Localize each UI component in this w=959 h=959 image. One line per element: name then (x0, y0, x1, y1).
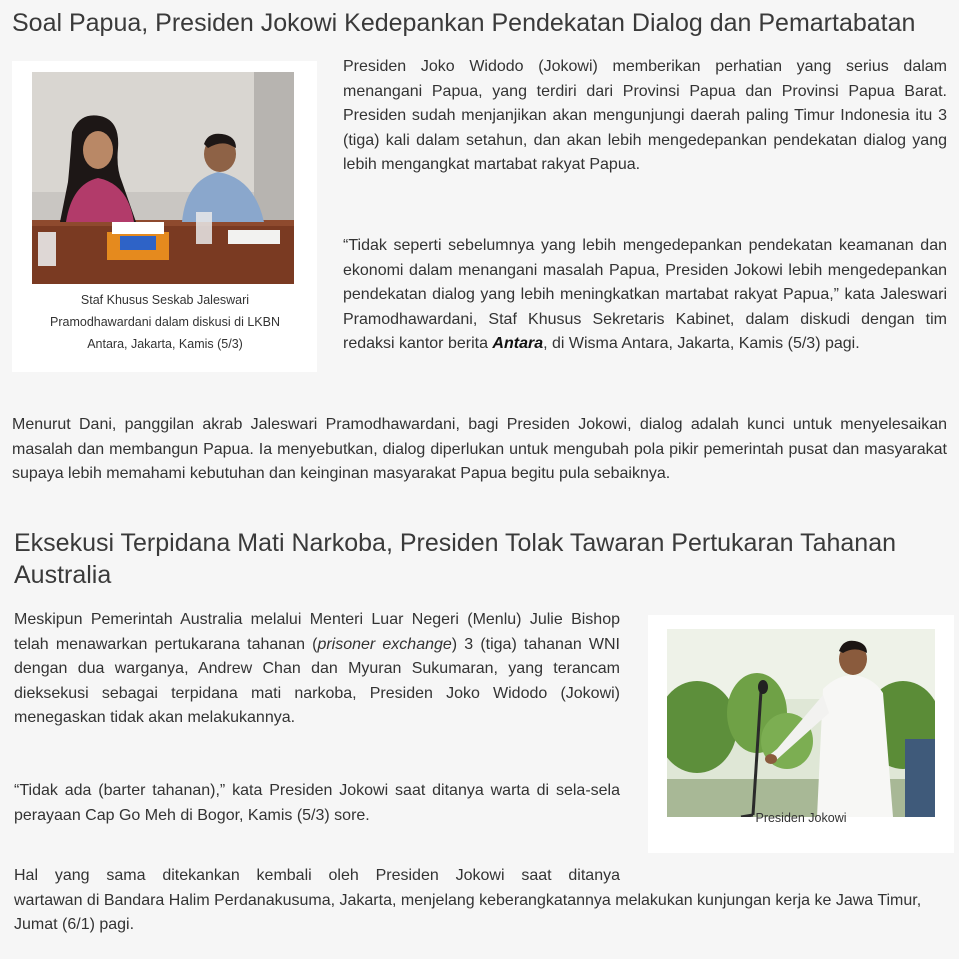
article-2-paragraph-3 (14, 864, 956, 938)
source-antara-link[interactable]: Antara (492, 335, 544, 353)
article-2-caption: Presiden Jokowi (755, 811, 847, 825)
article-1-paragraph-1: Presiden Joko Widodo (Jokowi) memberikan perhatian yang serius dalam menangani Papua, yang terdiri dari Provinsi Papua dan Provinsi Papua Barat. Presiden sudah menjanjikan akan mengunjungi daerah paling Timur Indonesia itu 3 (tiga) kali dalam setahun, dan akan lebih mengedepankan pendekatan dialog yang lebih mengangkat martabat rakyat Papua. (343, 58, 947, 174)
article-1-figure (12, 61, 317, 372)
article-2-paragraph-3-rest: wartawan di Bandara Halim Perdanakusuma, Jakarta, menjelang keberangkatannya melakukan kunjungan kerja ke Jawa Timur, Jumat (6/1) pagi. (14, 891, 922, 934)
article-2-paragraph-1 (14, 608, 620, 731)
article-1-paragraph-2-text-a: “Tidak seperti sebelumnya yang lebih mengedepankan pendekatan keamanan dan ekonomi dalam menangani masalah Papua, Presiden Jokowi lebih mengedepankan pendekatan dialog yang lebih meningkatkan martabat rakyat Papua,” kata Jaleswari Pramodhawardani, Staf Khusus Sekretaris Kabinet, dalam diskudi dengan tim redaksi kantor berita (343, 237, 947, 353)
article-2-paragraph-1-text-a: Meskipun Pemerintah Australia melalui Menteri Luar Negeri (Menlu) Julie Bishop telah menawarkan pertukarana tahanan ( (14, 611, 620, 653)
article-2-title: Eksekusi Terpidana Mati Narkoba, Presiden Tolak Tawaran Pertukaran Tahanan Australia (14, 529, 897, 589)
article-1-caption: Staf Khusus Seskab Jaleswari Pramodhawardani dalam diskusi di LKBN Antara, Jakarta, Kamis (5/3) (50, 293, 280, 351)
article-1-paragraph-2-text-b: , di Wisma Antara, Jakarta, Kamis (5/3) pagi. (543, 335, 860, 353)
article-1-paragraph-3: Menurut Dani, panggilan akrab Jaleswari Pramodhawardani, bagi Presiden Jokowi, dialog adalah kunci untuk menyelesaikan masalah dan membangun Papua. Ia menyebutkan, dialog diperlukan untuk mengubah pola pikir pemerintah pusat dan masyarakat supaya lebih memahami kebutuhan dan keinginan masyarakat Papua begitu pula sebaiknya. (12, 416, 947, 483)
article-2-figure (648, 615, 954, 853)
article-1-paragraph-2 (343, 234, 947, 357)
article-2-paragraph-3-line-1: Hal yang sama ditekankan kembali oleh Presiden Jokowi saat ditanya (14, 867, 620, 884)
article-2-paragraph-1-text-b: ) 3 (tiga) tahanan WNI dengan dua warganya, Andrew Chan dan Myuran Sukumaran, yang terancam dieksekusi sebagai terpidana mati narkoba, Presiden Joko Widodo (Jokowi) menegaskan tidak akan melakukannya. (14, 635, 621, 727)
article-2-photo (667, 629, 935, 817)
prisoner-exchange-term: prisoner exchange (317, 635, 452, 653)
article-1-title: Soal Papua, Presiden Jokowi Kedepankan Pendekatan Dialog dan Pemartabatan (12, 9, 916, 37)
article-2-paragraph-2: “Tidak ada (barter tahanan),” kata Presiden Jokowi saat ditanya warta di sela-sela perayaan Cap Go Meh di Bogor, Kamis (5/3) sore. (14, 782, 620, 824)
article-1-photo (32, 72, 294, 284)
